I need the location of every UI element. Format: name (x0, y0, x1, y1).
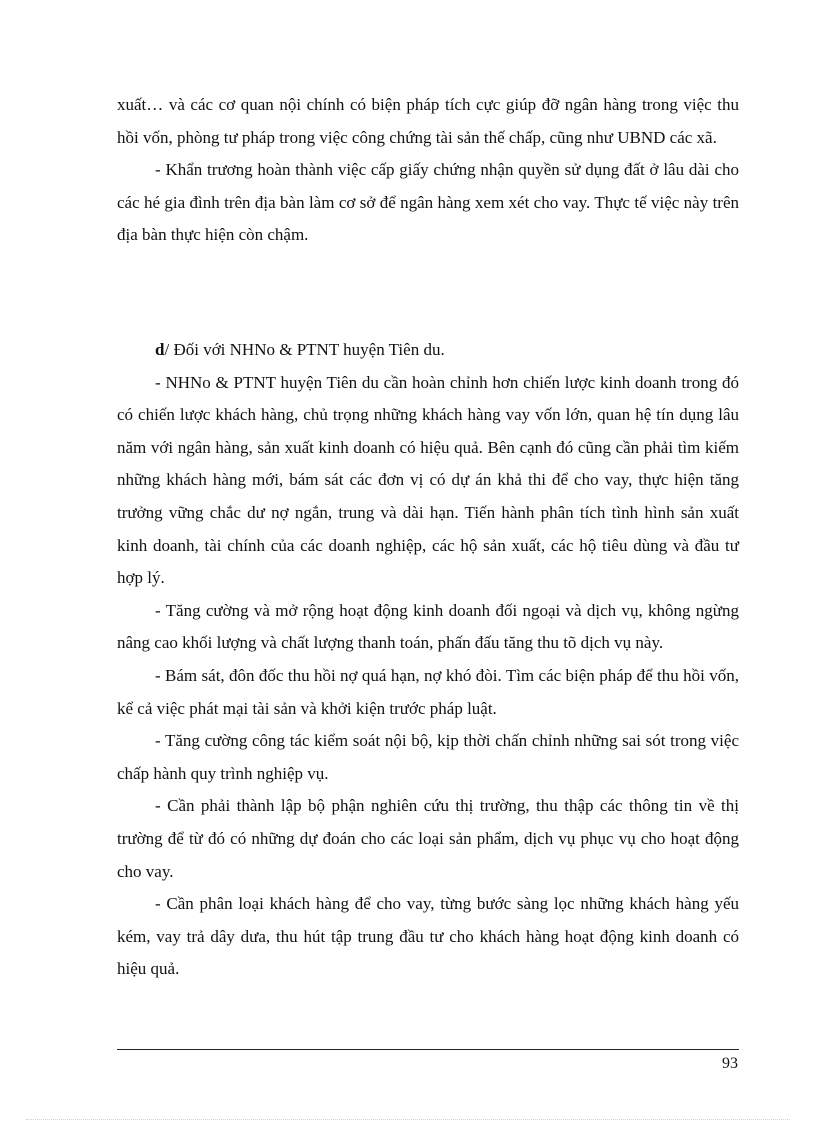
footer-rule (117, 1049, 739, 1050)
page-bottom-border (26, 1119, 790, 1120)
paragraph-land-certificate: - Khẩn trương hoàn thành việc cấp giấy chứng nhận quyền sử dụng đất ở lâu dài cho các hé gia đình trên địa bàn làm cơ sở để ngân hàng xem xét cho vay. Thực tế việc này trên địa bàn thực hiện còn chậm. (117, 160, 739, 245)
paragraph-market-research: - Cần phải thành lập bộ phận nghiên cứu thị trường, thu thập các thông tin về thị trường để từ đó có những dự đoán cho các loại sản phẩm, dịch vụ phục vụ cho hoạt động cho vay. (117, 796, 739, 881)
paragraph-strategy: - NHNo & PTNT huyện Tiên du cần hoàn chỉnh hơn chiến lược kinh doanh trong đó có chiến lược khách hàng, chủ trọng những khách hàng vay vốn lớn, quan hệ tín dụng lâu năm với ngân hàng, sản xuất kinh doanh có hiệu quả. Bên cạnh đó cũng cần phải tìm kiếm những khách hàng mới, bám sát các đơn vị có dự án khả thi để cho vay, thực hiện tăng trưởng vững chắc dư nợ ngắn, trung và dài hạn. Tiến hành phân tích tình hình sản xuất kinh doanh, tài chính của các doanh nghiệp, các hộ sản xuất, các hộ tiêu dùng và đầu tư hợp lý. (117, 372, 739, 588)
section-heading-text: / Đối với NHNo & PTNT huyện Tiên du. (164, 340, 445, 359)
paragraph-customer-classification: - Cần phân loại khách hàng để cho vay, từng bước sàng lọc những khách hàng yếu kém, vay trả dây dưa, thu hút tập trung đầu tư cho khách hàng hoạt động kinh doanh có hiệu quả. (117, 894, 739, 979)
paragraph-continuation: xuất… và các cơ quan nội chính có biện pháp tích cực giúp đỡ ngân hàng trong việc thu hồi vốn, phòng tư pháp trong việc công chứng tài sản thế chấp, cũng như UBND các xã. (117, 95, 739, 147)
page-number: 93 (722, 1055, 738, 1072)
body-block-top (117, 89, 739, 252)
paragraph-debt-recovery: - Bám sát, đôn đốc thu hồi nợ quá hạn, nợ khó đòi. Tìm các biện pháp để thu hồi vốn, kể cả việc phát mại tài sản và khởi kiện trước pháp luật. (117, 665, 739, 718)
section-heading-letter: d (155, 340, 165, 359)
paragraph-internal-control: - Tăng cường công tác kiểm soát nội bộ, kịp thời chấn chỉnh những sai sót trong việc chấp hành quy trình nghiệp vụ. (117, 731, 739, 783)
section-d (117, 334, 739, 986)
paragraph-foreign-services: - Tăng cường và mở rộng hoạt động kinh doanh đối ngoại và dịch vụ, không ngừng nâng cao khối lượng và chất lượng thanh toán, phấn đấu tăng thu tõ dịch vụ này. (117, 600, 739, 653)
section-heading (117, 334, 739, 367)
